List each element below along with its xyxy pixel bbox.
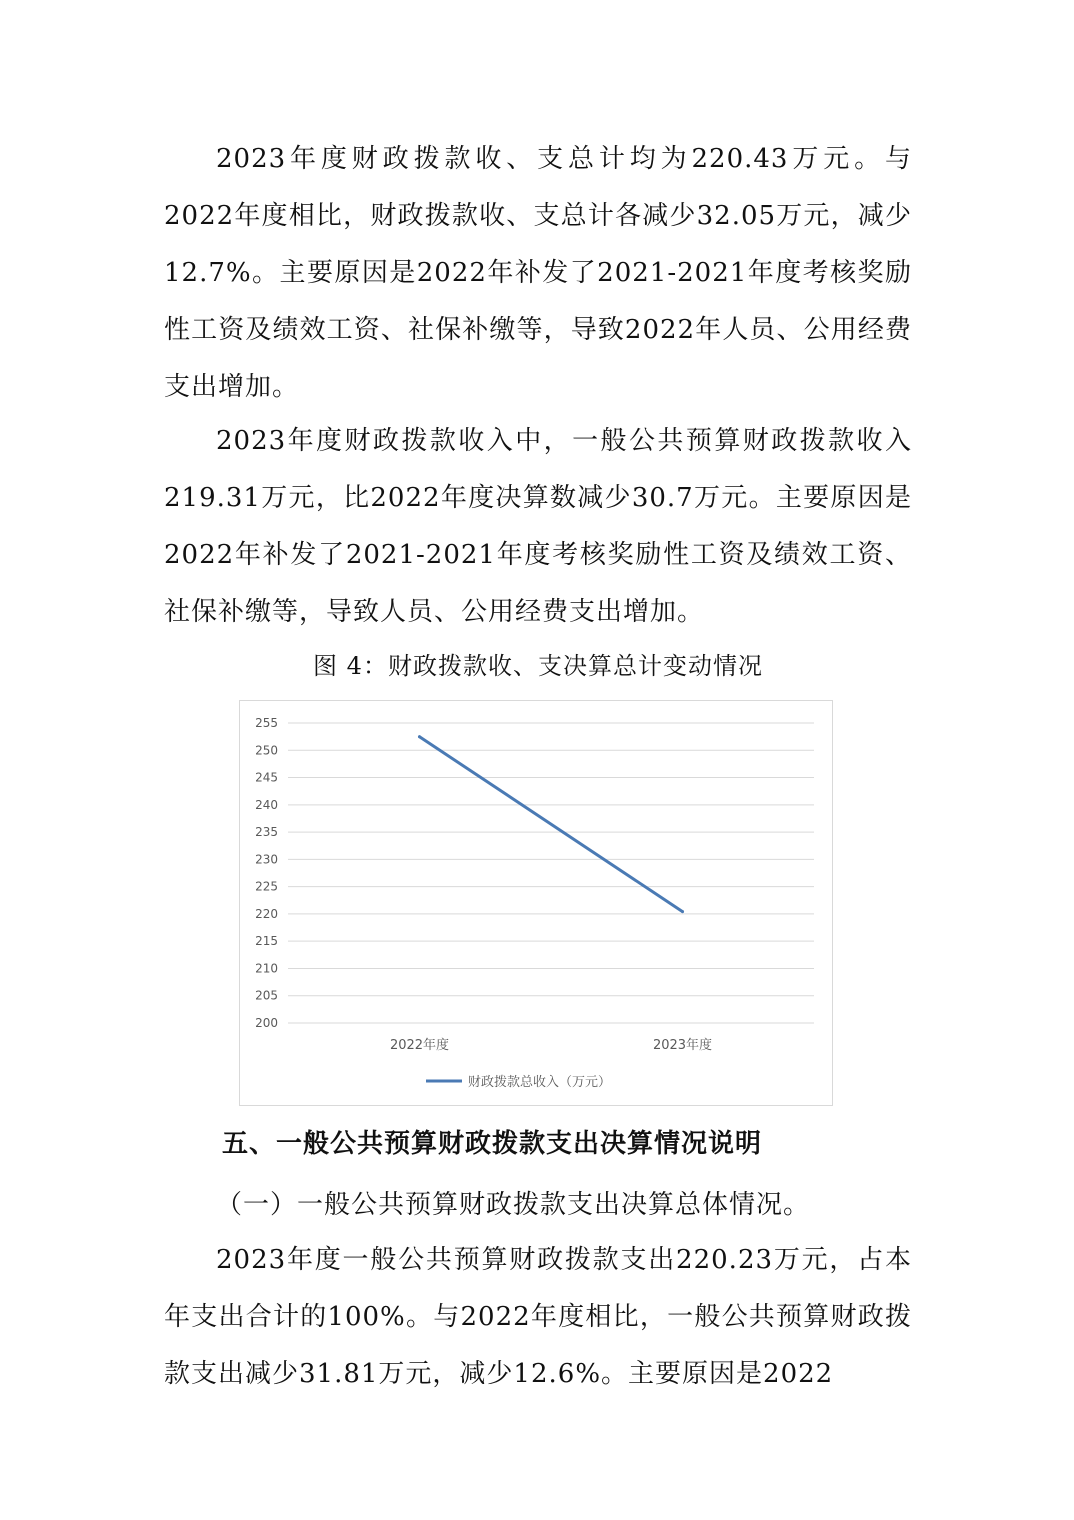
y-tick-label: 240 [255,797,278,812]
section-heading: 五、一般公共预算财政拨款支出决算情况说明 [222,1129,763,1159]
series-line [420,737,683,912]
line-chart [239,700,833,1106]
paragraph-expenditure: 2023年度一般公共预算财政拨款支出220.23万元，占本年支出合计的100%。与2022年度相比，一般公共预算财政拨款支出减少31.81万元，减少12.6%。主要原因是2022 [164,1245,912,1389]
subsection-heading: （一）一般公共预算财政拨款支出决算总体情况。 [216,1190,811,1220]
figure-caption: 图 4：财政拨款收、支决算总计变动情况 [313,652,763,680]
y-tick-label: 205 [255,988,278,1003]
y-tick-label: 225 [255,879,278,894]
y-tick-label: 210 [255,961,278,976]
x-tick-label: 2023年度 [652,1038,713,1053]
line-chart-svg [240,701,834,1107]
legend-label: 财政拨款总收入（万元） [468,1075,612,1090]
y-tick-label: 220 [255,906,278,921]
data-point [681,910,684,913]
y-tick-label: 215 [255,934,278,949]
y-tick-label: 255 [255,716,278,730]
x-tick-label: 2022年度 [389,1038,450,1053]
y-tick-label: 245 [255,770,278,785]
y-tick-label: 230 [255,852,278,867]
paragraph-fiscal-income: 2023年度财政拨款收入中，一般公共预算财政拨款收入219.31万元，比2022年度决算数减少30.7万元。主要原因是2022年补发了2021-2021年度考核奖励性工资及绩效工资、社保补缴等，导致人员、公用经费支出增加。 [164,426,912,627]
y-tick-label: 235 [255,825,278,840]
y-tick-label: 200 [255,1016,278,1030]
y-tick-label: 250 [255,743,278,758]
data-point [418,735,421,738]
paragraph-fiscal-totals: 2023年度财政拨款收、支总计均为220.43万元。与2022年度相比，财政拨款收、支总计各减少32.05万元，减少12.7%。主要原因是2022年补发了2021-2021年度考核奖励性工资及绩效工资、社保补缴等，导致2022年人员、公用经费支出增加。 [164,144,912,402]
